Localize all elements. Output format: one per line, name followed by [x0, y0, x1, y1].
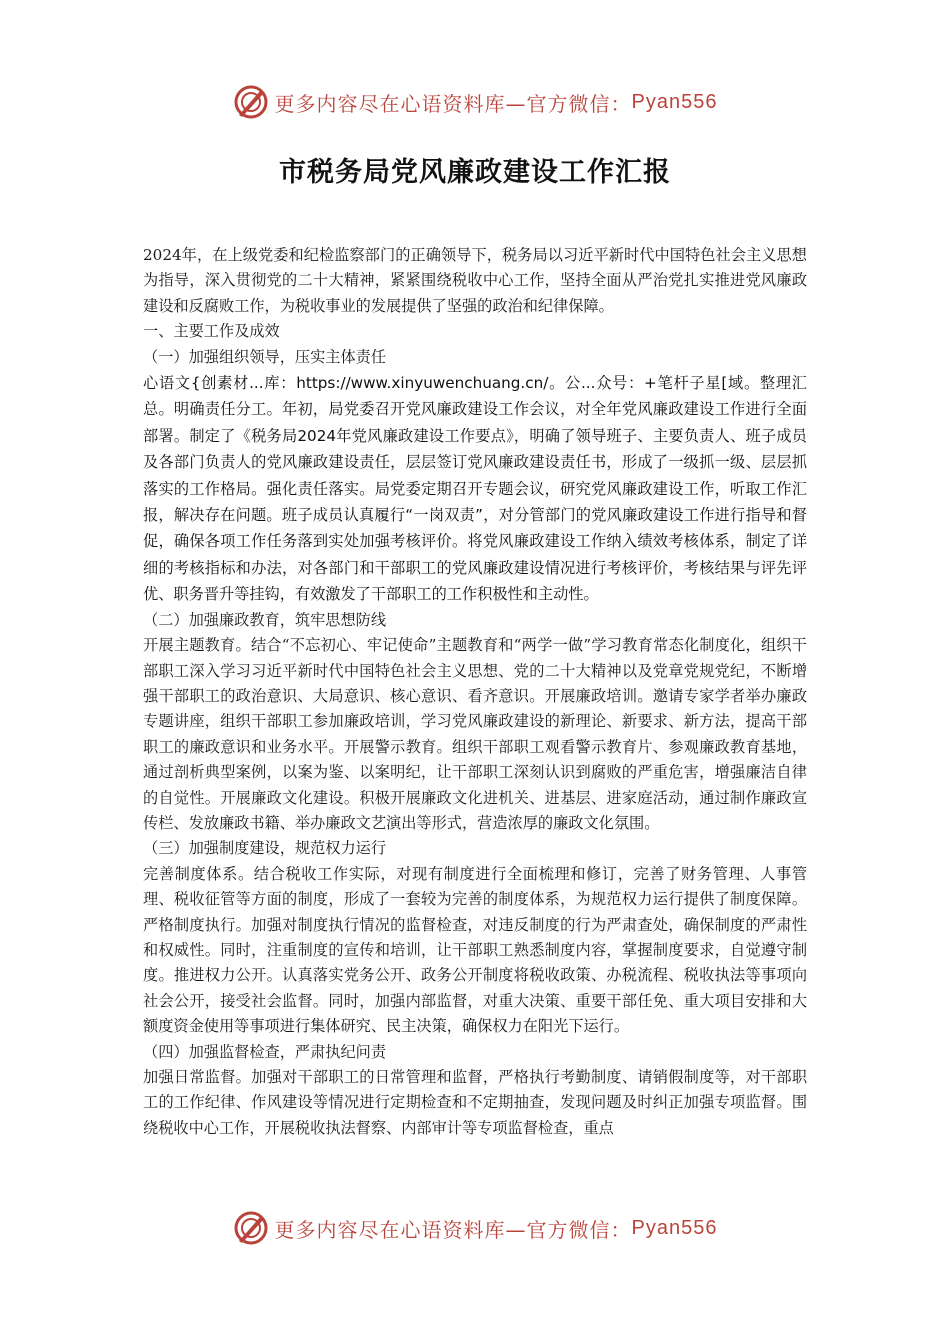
subsection-heading: （三）加强制度建设，规范权力运行: [143, 839, 386, 858]
banner-wechat-id: Pyan556: [631, 1216, 718, 1239]
banner-wechat-id: Pyan556: [631, 90, 718, 113]
banner-text: 更多内容尽在心语资料库—官方微信：: [274, 91, 632, 116]
subsection-heading: （四）加强监督检查，严肃执纪问责: [143, 1042, 386, 1061]
document-body: [143, 243, 807, 1141]
body-paragraph: 心语文{创素材...库：https://www.xinyuwenchuang.cn/。公...众号：+笔杆子星[域。整理汇总。明确责任分工。年初，局党委召开党风廉政建设工作会议，对全年党风廉政建设工作进行全面部署。制定了《税务局2024年党风廉政建设工作要点》，明确了领导班子、主要负责人、班子成员及各部门负责人的党风廉政建设责任，层层签订党风廉政建设责任书，形成了一级抓一级、层层抓落实的工作格局。强化责任落实。局党委定期召开专题会议，研究党风廉政建设工作，听取工作汇报，解决存在问题。班子成员认真履行“一岗双责”，对分管部门的党风廉政建设工作进行指导和督促，确保各项工作任务落到实处加强考核评价。将党风廉政建设工作纳入绩效考核体系，制定了详细的考核指标和办法，对各部门和干部职工的党风廉政建设情况进行考核评价，考核结果与评先评优、职务晋升等挂钩，有效激发了干部职工的工作积极性和主动性。: [143, 374, 807, 604]
body-paragraph: 开展主题教育。结合“不忘初心、牢记使命”主题教育和“两学一做”学习教育常态化制度化，组织干部职工深入学习习近平新时代中国特色社会主义思想、党的二十大精神以及党章党规党纪，不断增强干部职工的政治意识、大局意识、核心意识、看齐意识。开展廉政培训。邀请专家学者举办廉政专题讲座，组织干部职工参加廉政培训，学习党风廉政建设的新理论、新要求、新方法，提高干部职工的廉政意识和业务水平。开展警示教育。组织干部职工观看警示教育片、参观廉政教育基地，通过剖析典型案例，以案为鉴、以案明纪，让干部职工深刻认识到腐败的严重危害，增强廉洁自律的自觉性。开展廉政文化建设。积极开展廉政文化进机关、进基层、进家庭活动，通过制作廉政宣传栏、发放廉政书籍、举办廉政文艺演出等形式，营造浓厚的廉政文化氛围。: [143, 636, 807, 832]
subsection-heading: （二）加强廉政教育，筑牢思想防线: [143, 610, 386, 629]
header-banner: [0, 84, 950, 120]
section-heading: 一、主要工作及成效: [143, 322, 280, 341]
subsection-heading: （一）加强组织领导，压实主体责任: [143, 347, 386, 366]
footer-banner: [0, 1210, 950, 1246]
body-paragraph: 加强日常监督。加强对干部职工的日常管理和监督，严格执行考勤制度、请销假制度等，对干部职工的工作纪律、作风建设等情况进行定期检查和不定期抽查，发现问题及时纠正加强专项监督。围绕税收中心工作，开展税收执法督察、内部审计等专项监督检查，重点: [143, 1068, 807, 1137]
intro-paragraph: 2024年，在上级党委和纪检监察部门的正确领导下，税务局以习近平新时代中国特色社会主义思想为指导，深入贯彻党的二十大精神，紧紧围绕税收中心工作，坚持全面从严治党扎实推进党风廉政建设和反腐败工作，为税收事业的发展提供了坚强的政治和纪律保障。: [143, 246, 807, 315]
body-paragraph: 完善制度体系。结合税收工作实际，对现有制度进行全面梳理和修订，完善了财务管理、人事管理、税收征管等方面的制度，形成了一套较为完善的制度体系，为规范权力运行提供了制度保障。严格制度执行。加强对制度执行情况的监督检查，对违反制度的行为严肃查处，确保制度的严肃性和权威性。同时，注重制度的宣传和培训，让干部职工熟悉制度内容，掌握制度要求，自觉遵守制度。推进权力公开。认真落实党务公开、政务公开制度将税收政策、办税流程、税收执法等事项向社会公开，接受社会监督。同时，加强内部监督，对重大决策、重要干部任免、重大项目安排和大额度资金使用等事项进行集体研究、民主决策，确保权力在阳光下运行。: [143, 864, 807, 1036]
pen-logo-icon: [233, 84, 269, 120]
page-title: 市税务局党风廉政建设工作汇报: [279, 157, 671, 188]
pen-logo-icon: [233, 1210, 269, 1246]
banner-text: 更多内容尽在心语资料库—官方微信：: [274, 1217, 632, 1242]
